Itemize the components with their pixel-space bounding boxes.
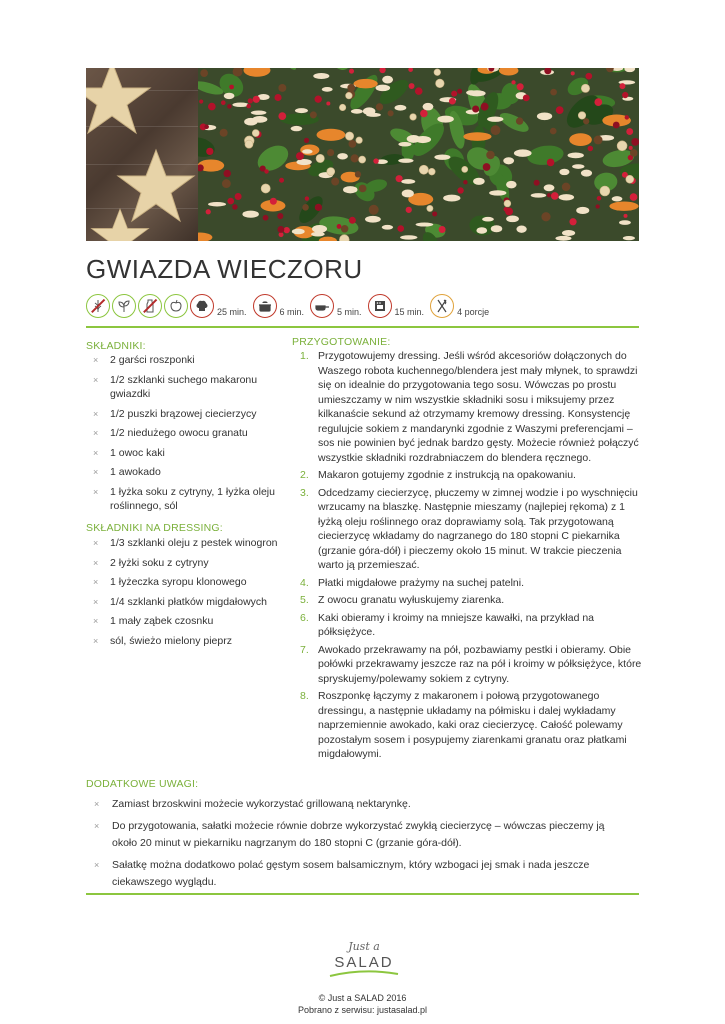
step-text: Przygotowujemy dressing. Jeśli wśród akcesoriów dołączonych do Waszego robota kuchennego/blendera jest mały młynek, to sprawdzi się on idealnie do przygotowania tego sosu. Wówczas po prostu umieszczamy w nim wszystkie składniki sosu i miksujemy przez kilkanaście sekund aż otrzymamy kremowy dressing. Konsystencję regulujcie sokiem z mandarynki zgodnie z Waszymi preferencjami – sos nie powinien być jednak bardzo gęsty. Możecie również połączyć wszystkie składniki rozdrabniaczem do blendera ręcznego.: [318, 350, 639, 464]
list-item: × 1 mały ząbek czosnku: [86, 614, 286, 629]
preparation-step: [292, 593, 642, 608]
list-item: × 1/4 szklanki płatków migdałowych: [86, 595, 286, 610]
list-item: × 1 owoc kaki: [86, 446, 286, 461]
preparation-step: [292, 576, 642, 591]
step-text: Makaron gotujemy zgodnie z instrukcją na opakowaniu.: [318, 469, 576, 481]
footer-copyright: © Just a SALAD 2016: [318, 993, 407, 1003]
ingredients-list: [86, 353, 286, 519]
list-item: × 1 łyżeczka syropu klonowego: [86, 575, 286, 590]
oven-icon: [368, 294, 392, 318]
list-item: × Do przygotowania, sałatki możecie równie dobrze wykorzystać zwykłą ciecierzycę – wówczas pieczemy ją około 20 minut w piekarniku nagrzanym do 180 stopni C (grzanie góra-dół).: [86, 818, 631, 852]
recipe-icons-row: [86, 288, 495, 318]
step-number: 2.: [300, 469, 309, 481]
list-item: × 1/3 szklanki oleju z pestek winogron: [86, 536, 286, 551]
step-number: 1.: [300, 350, 309, 362]
list-item: × 1/2 puszki brązowej ciecierzycy: [86, 407, 286, 422]
notes-list: [86, 796, 631, 896]
salad-photo: [198, 68, 639, 241]
notes-heading: DODATKOWE UWAGI:: [86, 778, 199, 790]
ingredients-heading: SKŁADNIKI:: [86, 340, 146, 352]
list-item: × Sałatkę można dodatkowo polać gęstym sosem balsamicznym, który wzbogaci jej smak i nada jeszcze ciekawszego wyglądu.: [86, 857, 631, 891]
servings-label: 4 porcje: [457, 307, 490, 317]
time-label: 6 min.: [279, 307, 305, 317]
time-label: 5 min.: [337, 307, 362, 317]
pasta-star-icon: [90, 206, 150, 241]
wood-background: [86, 68, 198, 241]
time-label: 25 min.: [217, 307, 247, 317]
preparation-step: [292, 643, 642, 687]
dressing-list: [86, 536, 286, 653]
list-item: × 1 awokado: [86, 465, 286, 480]
list-item: × 1 łyżka soku z cytryny, 1 łyżka oleju roślinnego, sól: [86, 485, 286, 514]
pot-icon: [253, 294, 277, 318]
step-text: Roszponkę łączymy z makaronem i połową przygotowanego dressingu, a następnie układamy na półmisku i dalej wykładamy naprzemiennie awokado, kaki oraz ciecierzycę. Całość polewamy pozostałym sosem i posypujemy ziarenkami granatu oraz płatkami migdałowymi.: [318, 690, 627, 760]
logo-swoosh-icon: [324, 966, 404, 980]
preparation-steps: [292, 349, 642, 765]
step-text: Kaki obieramy i kroimy na mniejsze kawałki, na przykład na półksiężyce.: [318, 611, 595, 638]
step-number: 4.: [300, 576, 309, 589]
divider-top: [86, 326, 639, 328]
logo-just-text: Just a: [348, 940, 380, 953]
step-number: 5.: [300, 594, 309, 606]
step-text: Awokado przekrawamy na pół, pozbawiamy pestki i obieramy. Obie połówki przekrawamy jeszcze raz na pół i kroimy w półksiężyce, które spryskujemy/polewamy sokiem z cytryny.: [318, 643, 642, 685]
pasta-star-icon: [86, 68, 152, 138]
vegan-leaf-icon: [112, 294, 136, 318]
list-item: × 1/2 niedużego owocu granatu: [86, 426, 286, 441]
dressing-heading: SKŁADNIKI NA DRESSING:: [86, 522, 223, 534]
list-item: × 1/2 szklanki suchego makaronu gwiazdki: [86, 373, 286, 402]
step-text: Płatki migdałowe prażymy na suchej patelni.: [318, 576, 525, 589]
step-number: 6.: [300, 611, 309, 624]
no-dairy-icon: [138, 294, 162, 318]
list-item: × 2 łyżki soku z cytryny: [86, 556, 286, 571]
step-number: 8.: [300, 690, 309, 702]
divider-bottom: [86, 893, 639, 895]
step-text: Odcedzamy ciecierzycę, płuczemy w zimnej wodzie i po wyschnięciu wrzucamy na blaszkę. Następnie mieszamy (najlepiej rękoma) z 1 łyżką oleju roślinnego oraz doprawiamy solą. Tak przygotowaną ciecierzycę wkładamy do nagrzanego do 180 stopni C piekarnika (grzanie góra-dół) i pieczemy około 15 minut. W trakcie pieczenia warto ją przemieszać.: [318, 486, 638, 571]
preparation-step: [292, 468, 642, 483]
preparation-heading: PRZYGOTOWANIE:: [292, 336, 391, 348]
cutlery-icon: [430, 294, 454, 318]
list-item: × Zamiast brzoskwini możecie wykorzystać grillowaną nektarynkę.: [86, 796, 631, 813]
list-item: × 2 garści roszponki: [86, 353, 286, 368]
step-number: 3.: [300, 486, 309, 499]
logo-salad-text: SALAD: [334, 954, 394, 971]
preparation-step: [292, 349, 642, 465]
preparation-step: [292, 611, 642, 640]
preparation-step: [292, 689, 642, 762]
preparation-step: [292, 486, 642, 573]
step-number: 7.: [300, 643, 309, 656]
chef-hat-icon: [190, 294, 214, 318]
pan-icon: [310, 294, 334, 318]
hero-photo: [86, 68, 639, 241]
preparation-steps-container: [292, 349, 642, 771]
list-item: × sól, świeżo mielony pieprz: [86, 634, 286, 649]
just-a-salad-logo: [324, 940, 404, 990]
footer-source: Pobrano z serwisu: justasalad.pl: [297, 1005, 428, 1015]
apple-icon: [164, 294, 188, 318]
step-text: Z owocu granatu wyłuskujemy ziarenka.: [318, 594, 505, 606]
recipe-title: GWIAZDA WIECZORU: [86, 254, 363, 284]
time-label: 15 min.: [394, 307, 425, 317]
no-gluten-icon: [86, 294, 110, 318]
